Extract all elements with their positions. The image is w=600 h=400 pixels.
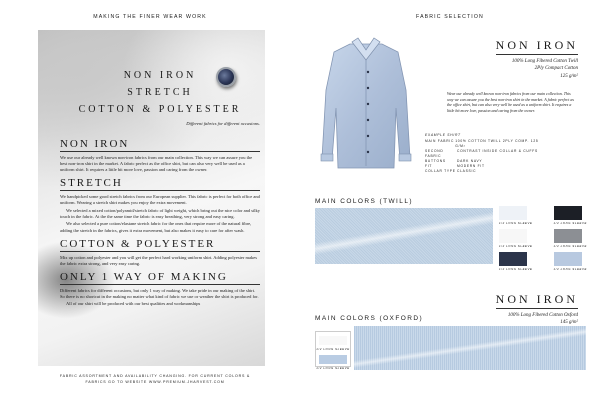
spec-value: 100% COTTON TWILL 2PLY COMP. 125 G/M²	[455, 138, 539, 148]
left-footer-note: FABRIC ASSORTMENT AND AVAILABILITY CHANGING. FOR CURRENT COLORS & FABRICS GO TO WEBSITE WWW.PREMIUM.JHARVEST.COM	[59, 374, 251, 384]
oxford-fabric-swatch	[354, 326, 586, 370]
swatch-caption: 1/2 LONG SLEEVE	[316, 366, 350, 370]
paragraph: We handpicked some good stretch fabrics from our European supplier. This fabric is perfect for both office and uniform. Wearing a stretch shirt makes you enjoy the extra movement.	[60, 194, 260, 206]
oxford-title: NON IRON	[496, 292, 578, 309]
section-body	[60, 288, 260, 308]
twill-colors-label: MAIN COLORS (TWILL)	[315, 198, 413, 205]
spec-row	[425, 149, 545, 159]
spec-list	[425, 133, 545, 174]
swatch-caption: 1/2 LONG SLEEVE	[316, 347, 350, 351]
spec-key: BUTTONS	[425, 158, 446, 163]
swatch-caption: 1/2 LONG SLEEVE	[499, 244, 533, 248]
swatch-item	[499, 252, 533, 271]
section-body	[60, 155, 260, 173]
swatch-caption: 1/2 LONG SLEEVE	[499, 267, 533, 271]
color-swatch	[319, 355, 347, 364]
spec-key: COLLAR TYPE	[425, 168, 456, 173]
color-swatch	[499, 252, 527, 266]
oxford-color-grid	[315, 331, 351, 370]
twill-color-grid	[499, 206, 587, 275]
fabric-overview	[60, 70, 260, 311]
swatch-row	[499, 206, 587, 225]
oxford-weight: 145 g/m²	[560, 320, 578, 326]
swatch-caption: 1/2 LONG SLEEVE	[499, 221, 533, 225]
product-weight: 125 g/m²	[560, 73, 578, 79]
product-description: Wear our already well known non-iron fabrics from our main collection. This way we can assure you the best non-iron shirt in the market. A fabric perfect as the office shirt, but can also very well be used as a uniform shirt. It requires a little bit more love, passion and caring from the owner.	[447, 91, 574, 113]
section-body	[60, 194, 260, 233]
banner-non-iron: NON IRON	[123, 70, 197, 81]
paragraph: We use our already well known non-iron fabrics from our main collection. This way we can assure you the best non-iron shirt in the market. A fabric perfect as the office shirt, but can also very well be used as a uniform shirt. It requires a little bit more love, passion and caring from the owner.	[60, 155, 253, 173]
swatch-item	[554, 252, 588, 271]
spec-key: FIT	[425, 163, 433, 168]
section-title: STRETCH	[60, 177, 260, 191]
product-title: NON IRON	[496, 38, 578, 55]
oxford-colors-label: MAIN COLORS (OXFORD)	[315, 315, 424, 322]
color-swatch	[554, 206, 582, 220]
spec-value: CONTRAST INSIDE COLLAR & CUFFS	[457, 148, 538, 153]
swatch-item	[499, 229, 533, 248]
product-fabric: 100% Long Fibered Cotton Twill	[511, 59, 578, 64]
spec-value: CLASSIC	[457, 168, 477, 173]
swatch-caption: 1/2 LONG SLEEVE	[553, 244, 587, 248]
spec-title: EXAMPLE SHIRT	[425, 133, 461, 137]
product-construction: 2Ply Compact Cotton	[534, 66, 578, 72]
section-title: NON IRON	[60, 138, 260, 152]
section-title: COTTON & POLYESTER	[60, 238, 260, 252]
oxford-title-block	[438, 290, 578, 327]
swatch-item	[499, 206, 533, 225]
shirt-icon	[314, 30, 419, 175]
oxford-subtitle	[438, 312, 578, 327]
swatch-item	[554, 206, 588, 225]
section-title: ONLY 1 WAY OF MAKING	[60, 271, 260, 285]
banner-stretch: STRETCH	[127, 87, 193, 98]
product-title-block	[458, 36, 578, 80]
paragraph: All of our shirt will be produced with our best qualities and workmanships	[66, 301, 201, 307]
swatch-row	[499, 252, 587, 271]
paragraph: We selected a mixed cotton/polyamid/stretch fabric of light weight, which bring out the nice color and silky touch in the fabric. At the the same time the fabric is easy breathing, very strong and easy caring.	[60, 207, 260, 219]
swatch-caption: 1/2 LONG SLEEVE	[553, 221, 587, 225]
section-stretch	[60, 177, 260, 233]
section-body	[60, 255, 260, 267]
swatch-item	[554, 229, 588, 248]
section-non-iron	[60, 138, 260, 173]
right-page	[300, 0, 600, 400]
color-swatch	[554, 252, 582, 266]
spec-key: MAIN FABRIC	[425, 138, 455, 143]
swatch-row	[499, 229, 587, 248]
swatch-caption: 1/2 LONG SLEEVE	[553, 267, 587, 271]
right-running-header: FABRIC SELECTION	[416, 14, 484, 20]
shirt-cuff-photo	[38, 30, 265, 366]
paragraph: We also selected a pure cotton/elastane stretch fabric for the ones that require more of the natural fibre, adding the stretch in the fabrics, gives it extra movement, but also makes it easy to care for after wash.	[60, 221, 252, 233]
color-swatch	[319, 336, 347, 345]
spec-row	[425, 169, 545, 174]
color-swatch	[554, 229, 582, 243]
spec-row	[425, 139, 545, 149]
twill-fabric-swatch	[315, 208, 493, 264]
section-cotton-polyester	[60, 238, 260, 267]
banner-cotton-polyester: COTTON & POLYESTER	[78, 104, 242, 115]
product-subtitle	[458, 58, 578, 80]
color-swatch	[499, 229, 527, 243]
left-running-header: MAKING THE FINER WEAR WORK	[93, 14, 207, 20]
intro-line: Different fabrics for different occasions.	[186, 121, 260, 126]
color-swatch	[499, 206, 527, 220]
paragraph: Mix up cotton and polyester and you will get the perfect hard working uniform shirt. Adding polyester makes the fabric extra strong, and very easy caring.	[60, 254, 257, 266]
spec-key: SECOND FABRIC	[425, 148, 444, 158]
section-one-way-of-making	[60, 271, 260, 308]
spec-value: DARK NAVY	[457, 158, 483, 163]
shirt-illustration	[314, 30, 419, 175]
oxford-fabric: 100% Long Fibered Cotton Oxford	[507, 313, 578, 318]
paragraph: Different fabrics for different occasions, but only 1 way of making. We take pride in our making of the shirt. So there is no shortcut in the making no matter what kind of fabric we use or weather the shirt is produced for.	[60, 287, 259, 299]
spec-value: MODERN FIT	[457, 163, 485, 168]
